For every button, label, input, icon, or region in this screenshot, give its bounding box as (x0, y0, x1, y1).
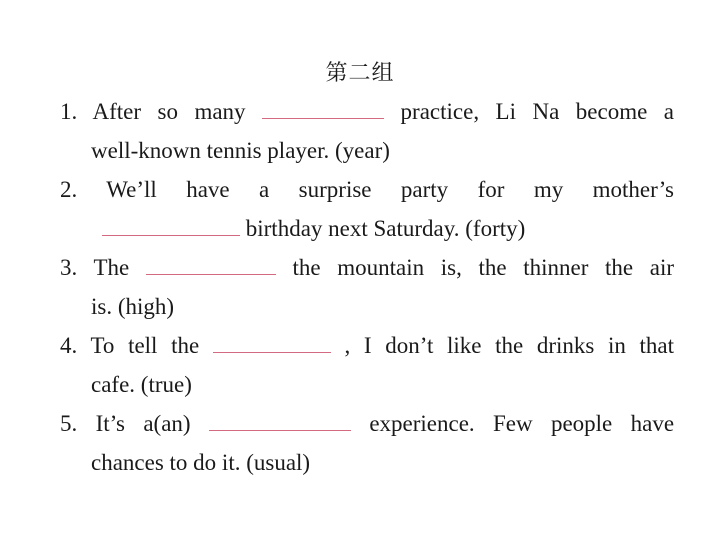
question-1-text-after: practice, Li Na become a (400, 99, 675, 124)
question-5-text-before: It’s a(an) (95, 411, 191, 436)
question-1-number: 1. (60, 99, 78, 124)
question-1-blank[interactable] (262, 98, 384, 119)
question-4-continuation: cafe. (true) (91, 372, 192, 397)
question-5-text-after: experience. Few people have (369, 411, 675, 436)
question-3-number: 3. (60, 255, 78, 280)
question-4-line-1 (60, 331, 674, 361)
question-4-text-after: , I don’t like the drinks in that (344, 333, 675, 358)
question-4-line-2 (91, 370, 674, 400)
question-5-continuation: chances to do it. (usual) (91, 450, 311, 475)
question-5-line-2 (91, 448, 674, 478)
question-3-line-1 (60, 253, 674, 283)
question-1-line-2 (91, 136, 674, 166)
question-5-blank[interactable] (209, 410, 351, 431)
question-2-blank[interactable] (102, 215, 240, 236)
question-3-blank[interactable] (146, 254, 276, 275)
question-3-text-before: The (93, 255, 130, 280)
question-1-line-1 (60, 97, 674, 127)
question-3-continuation: is. (high) (91, 294, 175, 319)
question-2-line-1 (60, 175, 674, 205)
question-2-line-2 (102, 214, 685, 244)
question-4-blank[interactable] (213, 332, 331, 353)
question-3-line-2 (91, 292, 674, 322)
page-title: 第二组 (325, 61, 395, 86)
question-1-continuation: well-known tennis player. (year) (91, 138, 390, 163)
question-2-text-after: birthday next Saturday. (forty) (245, 216, 526, 241)
question-3-text-after: the mountain is, the thinner the air (292, 255, 675, 280)
question-5-line-1 (60, 409, 674, 439)
question-2-text-before: We’ll have a surprise party for my mother’s (106, 177, 674, 202)
question-5-number: 5. (60, 411, 78, 436)
question-4-number: 4. (60, 333, 78, 358)
question-2-number: 2. (60, 177, 78, 202)
question-1-text-before: After so many (92, 99, 246, 124)
question-4-text-before: To tell the (90, 333, 200, 358)
